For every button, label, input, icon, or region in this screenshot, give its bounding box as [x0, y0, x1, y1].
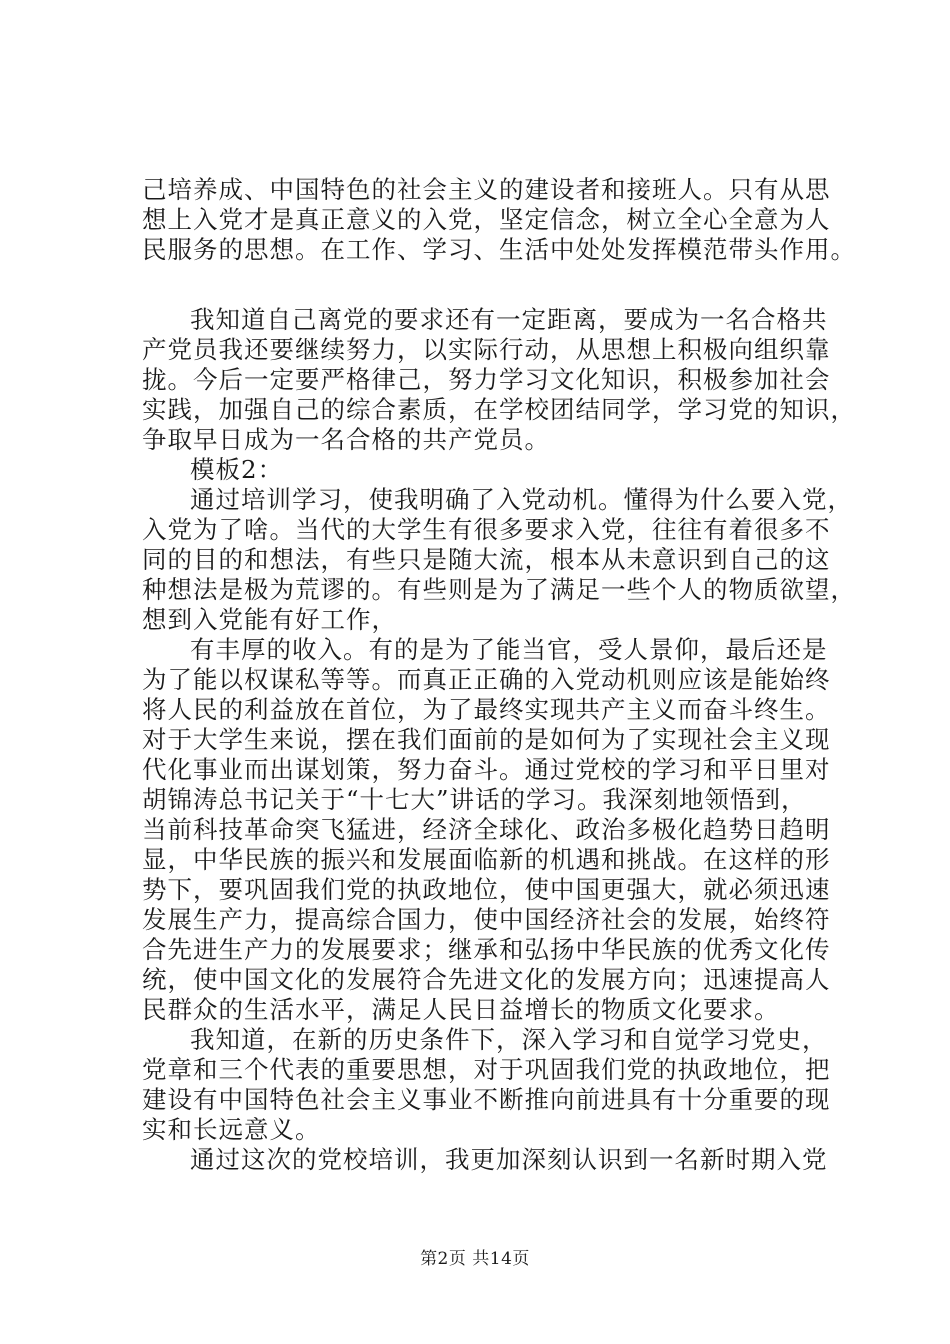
- text-line: 发展生产力，提高综合国力，使中国经济社会的发展，始终符: [142, 905, 831, 934]
- text-line: 我知道自己离党的要求还有一定距离，要成为一名合格共: [190, 305, 828, 334]
- text-line: 胡锦涛总书记关于“十七大”讲话的学习。我深刻地领悟到，: [142, 785, 807, 814]
- text-line: 同的目的和想法，有些只是随大流，根本从未意识到自己的这: [142, 545, 831, 574]
- text-line: 通过培训学习，使我明确了入党动机。懂得为什么要入党，: [190, 485, 853, 514]
- paragraph: [142, 485, 856, 635]
- text-line: 显，中华民族的振兴和发展面临新的机遇和挑战。在这样的形: [142, 845, 831, 874]
- text-line: 当前科技革命突飞猛进，经济全球化、政治多极化趋势日趋明: [142, 815, 831, 844]
- template-heading: [142, 455, 842, 485]
- text-line: 产党员我还要继续努力，以实际行动，从思想上积极向组织靠: [142, 335, 831, 364]
- document-body: [142, 175, 856, 1175]
- paragraph: [142, 635, 842, 1025]
- text-line: 争取早日成为一名合格的共产党员。: [142, 425, 550, 454]
- text-line: 合先进生产力的发展要求；继承和弘扬中华民族的优秀文化传: [142, 935, 831, 964]
- text-line: 己培养成、中国特色的社会主义的建设者和接班人。只有从思: [142, 175, 831, 204]
- text-line: 实和长远意义。: [142, 1115, 321, 1144]
- text-line: 民服务的思想。在工作、学习、生活中处处发挥模范带头作用。: [142, 235, 856, 264]
- text-line: 对于大学生来说，摆在我们面前的是如何为了实现社会主义现: [142, 725, 831, 754]
- text-line: 模板2：: [190, 455, 284, 484]
- text-line: 民群众的生活水平，满足人民日益增长的物质文化要求。: [142, 995, 780, 1024]
- text-line: 种想法是极为荒谬的。有些则是为了满足一些个人的物质欲望，: [142, 575, 856, 604]
- paragraph: [142, 1025, 842, 1145]
- text-line: 拢。今后一定要严格律己，努力学习文化知识，积极参加社会: [142, 365, 831, 394]
- text-line: 我知道，在新的历史条件下，深入学习和自觉学习党史，: [190, 1025, 828, 1054]
- text-line: 将人民的利益放在首位，为了最终实现共产主义而奋斗终生。: [142, 695, 831, 724]
- text-line: 统，使中国文化的发展符合先进文化的发展方向；迅速提高人: [142, 965, 831, 994]
- text-line: 代化事业而出谋划策，努力奋斗。通过党校的学习和平日里对: [142, 755, 831, 784]
- paragraph: [142, 1145, 842, 1175]
- paragraph-gap: [142, 265, 842, 305]
- paragraph: [142, 175, 856, 265]
- text-line: 建设有中国特色社会主义事业不断推向前进具有十分重要的现: [142, 1085, 831, 1114]
- text-line: 想到入党能有好工作，: [142, 605, 397, 634]
- paragraph: [142, 305, 856, 455]
- text-line: 实践，加强自己的综合素质，在学校团结同学，学习党的知识，: [142, 395, 856, 424]
- page-number-label: 第2页 共14页: [420, 1249, 530, 1269]
- text-line: 通过这次的党校培训，我更加深刻认识到一名新时期入党: [190, 1145, 828, 1174]
- text-line: 入党为了啥。当代的大学生有很多要求入党，往往有着很多不: [142, 515, 831, 544]
- text-line: 有丰厚的收入。有的是为了能当官，受人景仰，最后还是: [190, 635, 828, 664]
- page-footer: [0, 1244, 950, 1269]
- text-line: 想上入党才是真正意义的入党，坚定信念，树立全心全意为人: [142, 205, 831, 234]
- text-line: 势下，要巩固我们党的执政地位，使中国更强大，就必须迅速: [142, 875, 831, 904]
- text-line: 为了能以权谋私等等。而真正正确的入党动机则应该是能始终: [142, 665, 831, 694]
- text-line: 党章和三个代表的重要思想，对于巩固我们党的执政地位，把: [142, 1055, 831, 1084]
